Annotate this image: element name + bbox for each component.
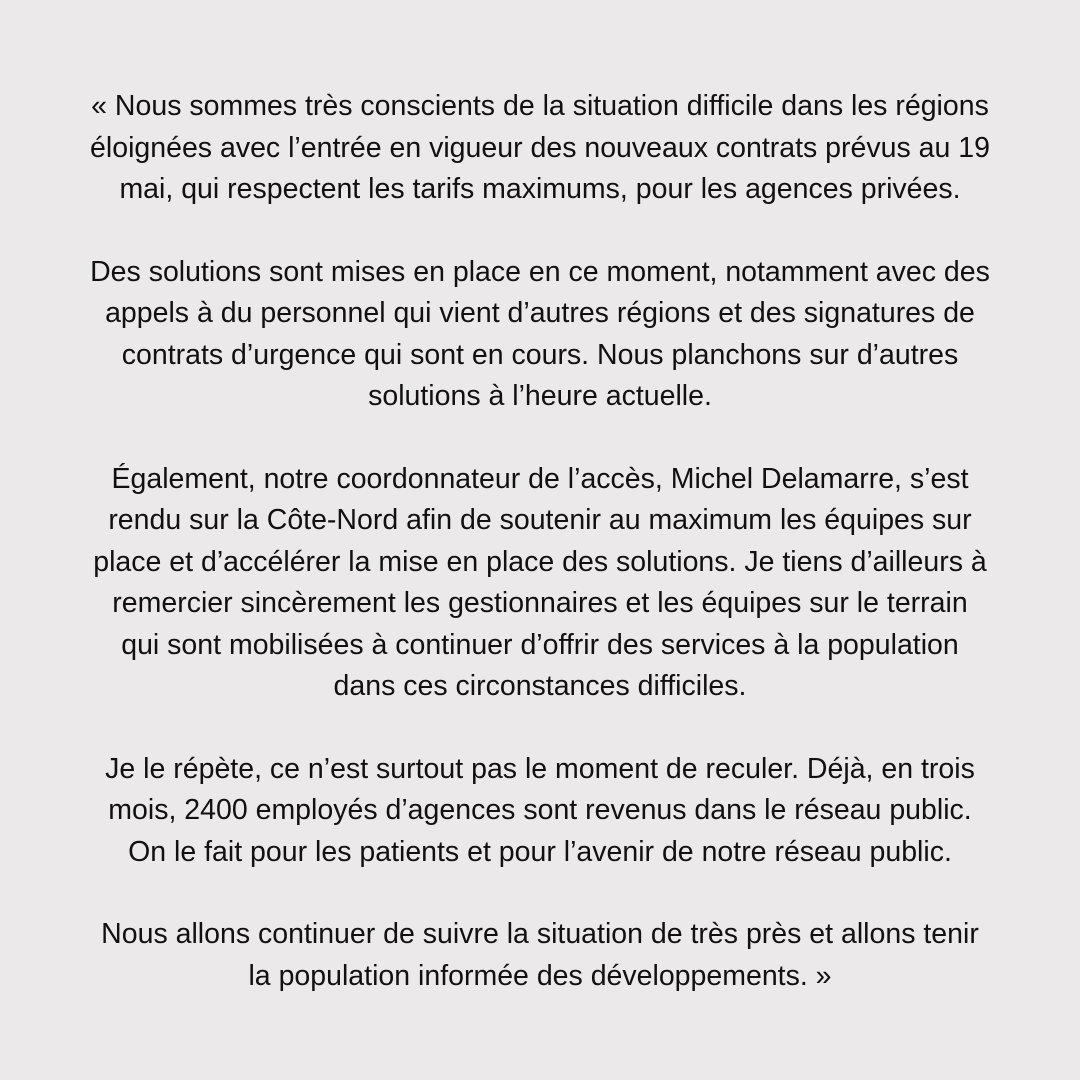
quote-paragraph-2: [90, 252, 990, 418]
quote-line: Des solutions sont mises en place en ce moment, notamment avec des: [90, 255, 990, 288]
quote-line: Également, notre coordonnateur de l’accès, Michel Delamarre, s’est: [111, 462, 969, 495]
quote-line: remercier sincèrement les gestionnaires et les équipes sur le terrain: [112, 587, 968, 619]
quote-line: la population informée des développements. »: [248, 959, 832, 992]
quote-line: Je le répète, ce n’est surtout pas le moment de reculer. Déjà, en trois: [105, 752, 975, 785]
quote-paragraph-4: [105, 749, 975, 874]
quote-paragraph-5: [101, 914, 979, 997]
quote-paragraph-1: [90, 86, 990, 211]
quote-line: Nous allons continuer de suivre la situation de très près et allons tenir: [101, 918, 979, 950]
quote-line: place et d’accélérer la mise en place des solutions. Je tiens d’ailleurs à: [93, 545, 987, 578]
quote-line: dans ces circonstances difficiles.: [333, 670, 747, 702]
quote-line: contrats d’urgence qui sont en cours. Nous planchons sur d’autres: [121, 338, 959, 371]
quote-line: On le fait pour les patients et pour l’avenir de notre réseau public.: [128, 835, 952, 868]
quote-paragraph-3: [93, 459, 986, 708]
quote-line: mai, qui respectent les tarifs maximums, pour les agences privées.: [119, 173, 961, 205]
quote-line: « Nous sommes très conscients de la situation difficile dans les régions: [91, 90, 989, 122]
quote-line: mois, 2400 employés d’agences sont revenus dans le réseau public.: [108, 794, 972, 826]
quote-line: appels à du personnel qui vient d’autres régions et des signatures de: [105, 297, 975, 329]
quote-line: éloignées avec l’entrée en vigueur des nouveaux contrats prévus au 19: [90, 131, 990, 164]
quote-line: qui sont mobilisées à continuer d’offrir des services à la population: [121, 628, 959, 661]
quote-line: rendu sur la Côte-Nord afin de soutenir au maximum les équipes sur: [108, 504, 972, 536]
quote-line: solutions à l’heure actuelle.: [368, 380, 712, 412]
